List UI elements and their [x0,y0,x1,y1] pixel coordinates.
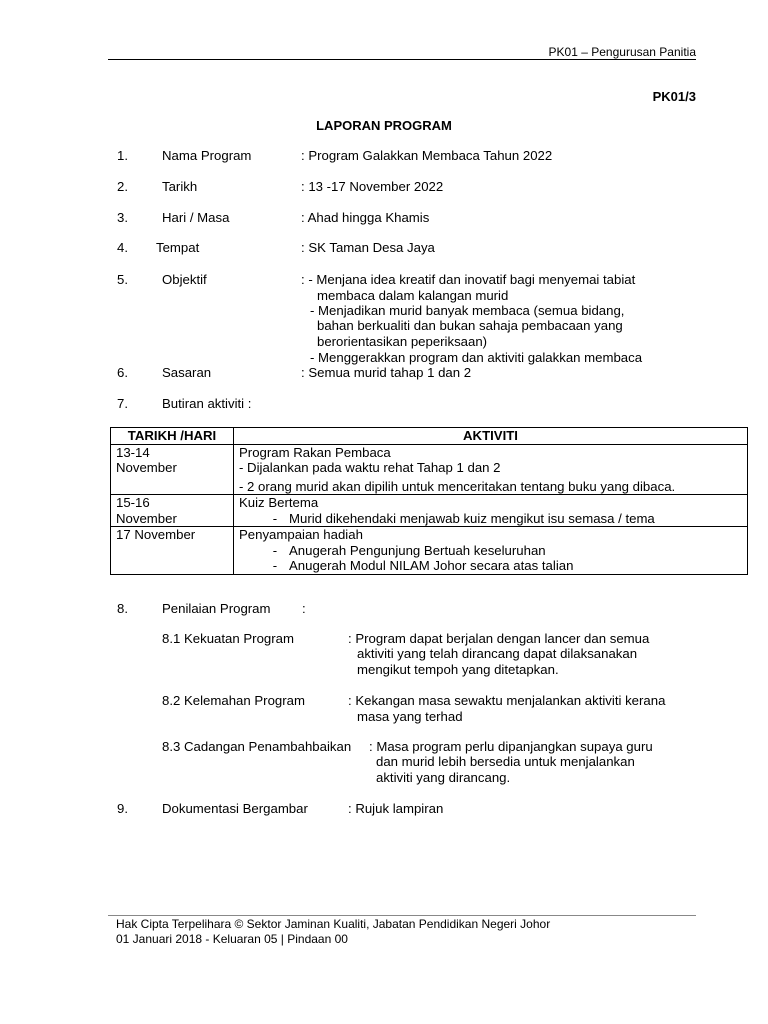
date-cell [111,527,234,575]
item-number: 3. [117,210,128,225]
sub-line: aktiviti yang telah dirancang dapat dilaksanakan [357,646,638,661]
table-row [111,527,748,575]
item-value: : Ahad hingga Khamis [301,210,430,225]
activity-bullet [239,543,742,559]
item-value: : Semua murid tahap 1 dan 2 [301,365,472,380]
item-number: 1. [117,148,128,163]
activity-bullet [239,511,742,527]
activity-bullet [239,558,742,574]
sub-label: 8.1 Kekuatan Program [162,631,294,646]
item-value: : Rujuk lampiran [348,801,444,816]
footer-revision: 01 Januari 2018 - Keluaran 05 | Pindaan 00 [116,932,348,946]
bullet-text: Anugerah Pengunjung Bertuah keseluruhan [289,542,546,558]
activity-title: Program Rakan Pembaca [239,444,391,460]
dash-bullet: - [272,510,278,526]
item-label: Sasaran [162,365,212,380]
date-line: November [116,510,177,526]
activity-line: - 2 orang murid akan dipilih untuk menceritakan tentang buku yang dibaca. [239,478,676,494]
sub-line: masa yang terhad [357,709,463,724]
bullet-text: Anugerah Modul NILAM Johor secara atas talian [289,558,574,573]
item-label: Dokumentasi Bergambar [162,801,308,816]
objective-line: : - Menjana idea kreatif dan inovatif bagi menyemai tabiat [301,272,636,287]
item-colon: : [302,601,306,616]
sub-line: : Masa program perlu dipanjangkan supaya guru [369,739,653,754]
footer-copyright: Hak Cipta Terpelihara © Sektor Jaminan Kualiti, Jabatan Pendidikan Negeri Johor [116,917,551,931]
objective-line: bahan berkualiti dan bukan sahaja pembacaan yang [317,318,623,333]
sub-line: dan murid lebih bersedia untuk menjalankan [376,754,635,769]
item-value: : Program Galakkan Membaca Tahun 2022 [301,148,553,163]
dash-bullet: - [272,542,278,558]
activity-cell [234,495,748,527]
item-number: 8. [117,601,128,616]
dash-bullet: - [272,558,278,573]
activity-title: Kuiz Bertema [239,495,319,510]
sub-label: 8.3 Cadangan Penambahbaikan [162,739,352,754]
activity-title: Penyampaian hadiah [239,527,363,542]
column-header-activity: AKTIVITI [234,428,748,445]
table-row [111,495,748,527]
sub-line: : Program dapat berjalan dengan lancer dan semua [348,631,650,646]
sub-line: : Kekangan masa sewaktu menjalankan aktiviti kerana [348,693,666,708]
bullet-text: Murid dikehendaki menjawab kuiz mengikut isu semasa / tema [289,510,655,526]
item-value: : SK Taman Desa Jaya [301,240,435,255]
item-number: 6. [117,365,128,380]
item-number: 9. [117,801,128,816]
item-number: 2. [117,179,128,194]
item-value: : 13 -17 November 2022 [301,179,444,194]
item-label: Butiran aktiviti : [162,396,252,411]
date-line: 17 November [116,527,196,542]
running-head: PK01 – Pengurusan Panitia [548,45,696,59]
document-code: PK01/3 [652,89,696,104]
activity-table [110,427,748,575]
page-title: LAPORAN PROGRAM [316,118,452,133]
date-cell [111,444,234,495]
activity-line: - Dijalankan pada waktu rehat Tahap 1 dan 2 [239,460,501,475]
item-number: 5. [117,272,128,287]
table-header-row [111,428,748,445]
table-row [111,444,748,495]
column-header-date: TARIKH /HARI [111,428,234,445]
sub-line: aktiviti yang dirancang. [376,770,511,785]
activity-cell [234,527,748,575]
item-label: Objektif [162,272,207,287]
sub-label: 8.2 Kelemahan Program [162,693,305,708]
item-label: Tempat [156,240,200,255]
item-number: 4. [117,240,128,255]
header-rule [108,59,696,60]
objective-line: berorientasikan peperiksaan) [317,334,488,349]
date-line: 15-16 [116,495,150,510]
item-label: Hari / Masa [162,210,230,225]
item-label: Tarikh [162,179,198,194]
sub-line: mengikut tempoh yang ditetapkan. [357,662,559,677]
item-label: Nama Program [162,148,252,163]
objective-line: - Menjadikan murid banyak membaca (semua bidang, [310,303,625,318]
footer-rule [108,915,696,916]
date-cell [111,495,234,527]
objective-line: - Menggerakkan program dan aktiviti galakkan membaca [310,350,643,365]
date-line: 13-14 [116,444,150,460]
item-label: Penilaian Program [162,601,271,616]
date-line: November [116,460,177,475]
objective-line: membaca dalam kalangan murid [317,288,509,303]
item-number: 7. [117,396,128,411]
activity-cell [234,444,748,495]
